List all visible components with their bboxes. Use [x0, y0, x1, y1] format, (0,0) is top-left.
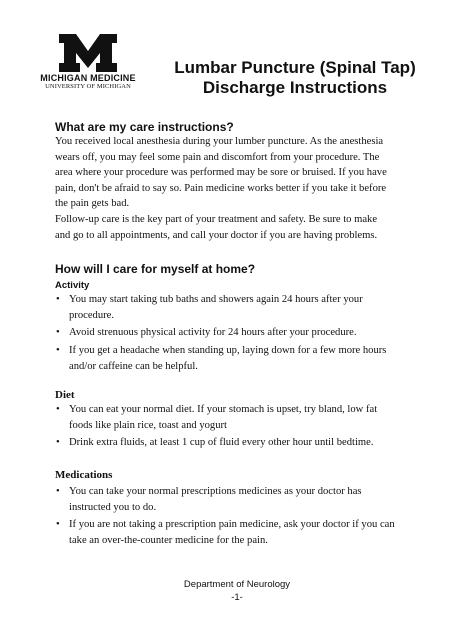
activity-heading: Activity — [55, 280, 90, 291]
list-item — [55, 484, 425, 515]
medications-heading: Medications — [55, 469, 113, 481]
home-care-heading: How will I care for myself at home? — [55, 262, 256, 276]
text-line: Follow-up care is the key part of your treatment and safety. Be sure to make — [55, 214, 378, 225]
logo-name: MICHIGAN MEDICINE — [40, 73, 136, 83]
page-number: -1- — [231, 592, 243, 603]
medications-list — [55, 484, 425, 551]
logo-subtitle: UNIVERSITY OF MICHIGAN — [45, 83, 131, 90]
text-line: You can eat your normal diet. If your stomach is upset, try bland, low fat — [69, 404, 378, 415]
text-line: area where your procedure was performed may be sore or bruised. If you have — [55, 167, 387, 179]
bullet-icon: • — [56, 404, 60, 415]
text-line: If you get a headache when standing up, laying down for a few more hours — [69, 345, 387, 357]
list-item — [55, 402, 425, 433]
title-line-1: Lumbar Puncture (Spinal Tap) — [174, 58, 416, 77]
text-line: Drink extra fluids, at least 1 cup of fluid every other hour until bedtime. — [69, 437, 374, 449]
block-m-icon — [59, 34, 117, 72]
care-paragraph-2 — [55, 212, 425, 243]
document-title — [150, 58, 440, 98]
text-line: You may start taking tub baths and showers again 24 hours after your — [69, 294, 363, 305]
text-line: instructed you to do. — [69, 501, 157, 513]
page-footer — [0, 578, 474, 604]
michigan-medicine-logo — [38, 34, 138, 90]
bullet-icon: • — [56, 437, 60, 449]
bullet-icon: • — [56, 327, 60, 339]
text-line: take an over-the-counter medicine for the pain. — [69, 534, 268, 546]
list-item — [55, 325, 425, 341]
text-line: procedure. — [69, 309, 114, 321]
diet-heading: Diet — [55, 389, 75, 401]
text-line: and go to all appointments, and call your doctor if you are having problems. — [55, 229, 378, 241]
text-line: pain, don't be afraid to say so. Pain medicine works better if you take it before — [55, 182, 387, 194]
department-label: Department of Neurology — [183, 579, 291, 590]
text-line: and/or caffeine can be helpful. — [69, 360, 198, 372]
care-heading: What are my care instructions? — [55, 120, 234, 134]
text-line: Avoid strenuous physical activity for 24 hours after your procedure. — [69, 327, 357, 339]
bullet-icon: • — [56, 294, 60, 305]
text-line: foods like plain rice, toast and yogurt — [69, 419, 227, 431]
list-item — [55, 343, 425, 374]
title-line-2: Discharge Instructions — [202, 78, 388, 97]
text-line: You received local anesthesia during your lumber puncture. As the anesthesia — [55, 136, 384, 147]
bullet-icon: • — [56, 519, 60, 531]
bullet-icon: • — [56, 345, 60, 357]
care-paragraph-1 — [55, 134, 425, 212]
text-line: the pain gets bad. — [55, 198, 130, 210]
list-item — [55, 292, 425, 323]
text-line: wears off, you may feel some pain and discomfort from your procedure. The — [55, 151, 380, 163]
list-item — [55, 435, 425, 451]
text-line: If you are not taking a prescription pain medicine, ask your doctor if you can — [69, 519, 395, 531]
list-item — [55, 517, 425, 548]
activity-list — [55, 292, 425, 377]
diet-list — [55, 402, 425, 453]
bullet-icon: • — [56, 486, 60, 497]
text-line: You can take your normal prescriptions medicines as your doctor has — [69, 486, 362, 497]
